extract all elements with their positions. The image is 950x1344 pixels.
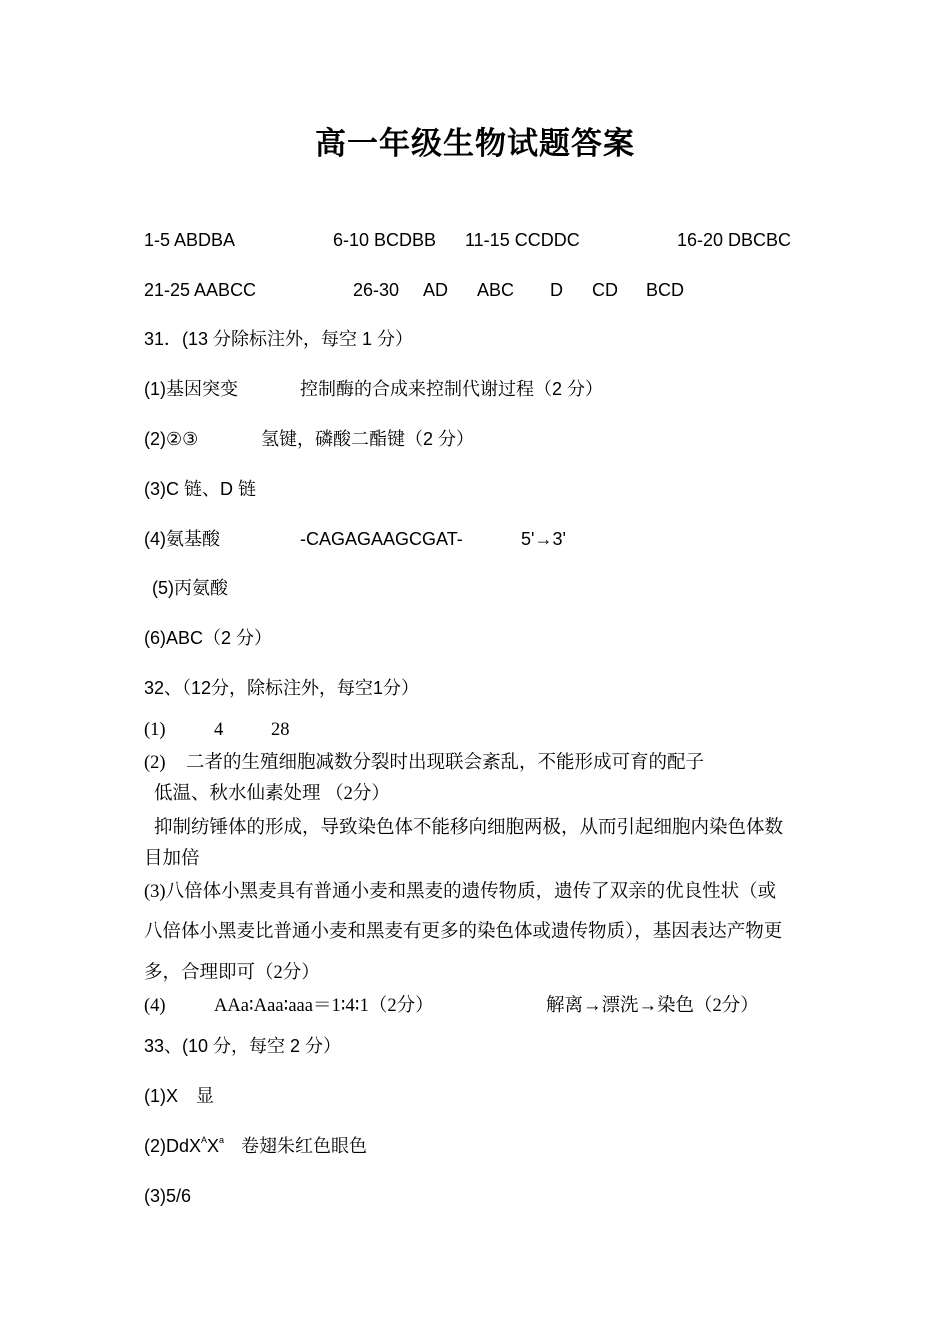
q33-header: 33、(10 分，每空 2 分）	[144, 1036, 342, 1056]
choice-16-20: 16-20 DBCBC	[677, 230, 792, 250]
q32-answer-3-line1: (3)八倍体小黑麦具有普通小麦和黑麦的遗传物质，遗传了双亲的优良性状（或	[144, 882, 777, 902]
q32-answer-2c-line1: 抑制纺锤体的形成，导致染色体不能移向细胞两极，从而引起细胞内染色体数	[154, 818, 784, 838]
q31-header: 31．(13 分除标注外，每空 1 分）	[144, 329, 414, 349]
q32-answer-2b: 低温、秋水仙素处理 （2分）	[154, 784, 390, 804]
q32-answer-3-line2: 八倍体小黑麦比普通小麦和黑麦有更多的染色体或遗传物质），基因表达产物更	[144, 922, 783, 942]
answer-page: 高一年级生物试题答案 1-5 ABDBA 6-10 BCDBB 11-15 CCDDC 16-20 DBCBC 21-25 AABCC 26-30 AD ABC D CD BCD 31．(13 分除标注外，每空 1 分） (1)基因突变 控制酶的合成来控制代谢过程（2 分） (2)②③ 氢键，磷酸二酯键（2 分） (3)C 链、D 链 (4)氨基酸 -CAGAGAAGCGAT- 5'→3' (5)丙氨酸 (6)ABC（2 分） 32、（12分，除标注外，每空1分） (1) 4 28 (2) 二者的生殖细胞减数分裂时出现联会紊乱，不能形成可育的配子 低温、秋水仙素处理 （2分） 抑制纺锤体的形成，导致染色体不能移向细胞两极，从而引起细胞内染色体数 目加倍 (3)八倍体小黑麦具有普通小麦和黑麦的遗传物质，遗传了双亲的优良性状（或 八倍体小黑麦比普通小麦和黑麦有更多的染色体或遗传物质），基因表达产物更 多，合理即可（2分） (4) AAa∶Aaa∶aaa＝1∶4∶1（2分） 解离→漂洗→染色（2分） 33、(10 分，每空 2 分） (1)X 显 $(2)DdX^AX^a$ 卷翅朱红色眼色 (3)5/6	[0, 0, 950, 1344]
q31-answer-5: (5)丙氨酸	[152, 578, 228, 598]
q31-answer-6: (6)ABC（2 分）	[144, 628, 273, 648]
choice-27: ABC	[477, 280, 515, 300]
choice-21-25: 21-25 AABCC	[144, 280, 257, 300]
q32-answer-3-line3: 多，合理即可（2分）	[144, 963, 320, 983]
q32-answer-2c-line2: 目加倍	[144, 849, 200, 869]
choice-29: CD	[592, 280, 618, 300]
choice-11-15: 11-15 CCDDC	[465, 230, 580, 250]
choice-26-30: 26-30	[353, 280, 400, 300]
q32-header: 32、（12分，除标注外，每空1分）	[144, 678, 420, 698]
choice-26: AD	[423, 280, 449, 300]
choice-1-5: 1-5 ABDBA	[144, 230, 236, 250]
choice-30: BCD	[646, 280, 685, 300]
q33-answer-3: (3)5/6	[144, 1186, 192, 1206]
q31-answer-3: (3)C 链、D 链	[144, 479, 256, 499]
page-title: 高一年级生物试题答案	[315, 126, 635, 162]
q33-genotype: $(2)DdX^AX^a$	[144, 1135, 225, 1156]
q33-phenotype: 卷翅朱红色眼色	[241, 1136, 367, 1156]
choice-6-10: 6-10 BCDBB	[333, 230, 437, 250]
choice-28: D	[550, 280, 563, 300]
